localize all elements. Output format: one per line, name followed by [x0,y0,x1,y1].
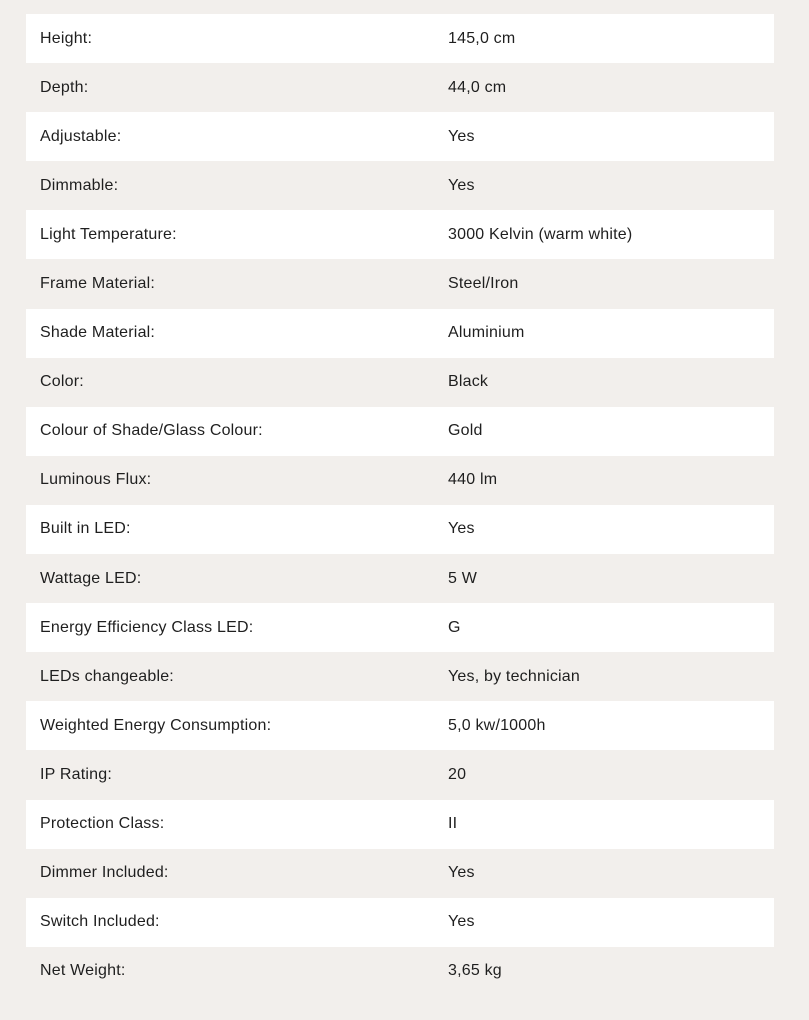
spec-row-weighted-energy-consumption [26,701,774,750]
spec-row-light-temperature [26,210,774,259]
spec-value: 44,0 cm [448,78,507,96]
spec-row-dimmer-included [26,849,774,898]
spec-row-leds-changeable [26,652,774,701]
spec-label: Luminous Flux: [40,471,152,489]
spec-label: Height: [40,29,93,47]
spec-label: Wattage LED: [40,569,142,587]
spec-value: Gold [448,422,483,440]
spec-value: Yes [448,176,475,194]
spec-row-luminous-flux [26,456,774,505]
spec-label: Color: [40,373,84,391]
spec-value: Yes [448,913,475,931]
spec-label: Switch Included: [40,913,160,931]
spec-row-wattage-led [26,554,774,603]
spec-row-height [26,14,774,63]
spec-value: II [448,815,458,833]
spec-value: 20 [448,765,467,783]
spec-row-shade-glass-colour [26,407,774,456]
spec-value: 3,65 kg [448,962,502,980]
spec-label: Energy Efficiency Class LED: [40,618,254,636]
spec-row-built-in-led [26,505,774,554]
spec-value: G [448,618,461,636]
spec-label: IP Rating: [40,765,112,783]
spec-value: Yes, by technician [448,667,580,685]
spec-value: Yes [448,864,475,882]
spec-row-dimmable [26,161,774,210]
spec-label: Depth: [40,78,89,96]
spec-row-shade-material [26,309,774,358]
spec-label: Colour of Shade/Glass Colour: [40,422,263,440]
spec-row-depth [26,63,774,112]
spec-label: LEDs changeable: [40,667,174,685]
spec-value: Black [448,373,489,391]
spec-label: Frame Material: [40,275,156,293]
spec-label: Dimmer Included: [40,864,169,882]
spec-row-net-weight [26,947,774,996]
spec-value: 5,0 kw/1000h [448,716,546,734]
spec-value: 440 lm [448,471,498,489]
spec-row-protection-class [26,800,774,849]
spec-label: Built in LED: [40,520,131,538]
spec-row-switch-included [26,898,774,947]
spec-value: 5 W [448,569,478,587]
spec-label: Weighted Energy Consumption: [40,716,272,734]
spec-label: Shade Material: [40,324,156,342]
spec-row-color [26,358,774,407]
spec-label: Protection Class: [40,815,165,833]
spec-row-adjustable [26,112,774,161]
spec-row-energy-efficiency-class [26,603,774,652]
spec-value: Yes [448,127,475,145]
spec-row-ip-rating [26,750,774,799]
spec-value: Aluminium [448,324,525,342]
spec-label: Net Weight: [40,962,126,980]
spec-value: 3000 Kelvin (warm white) [448,225,633,243]
spec-label: Adjustable: [40,127,122,145]
spec-table [26,14,774,996]
spec-label: Dimmable: [40,176,119,194]
spec-value: Yes [448,520,475,538]
spec-value: Steel/Iron [448,275,519,293]
spec-label: Light Temperature: [40,225,177,243]
spec-value: 145,0 cm [448,29,516,47]
spec-row-frame-material [26,259,774,308]
